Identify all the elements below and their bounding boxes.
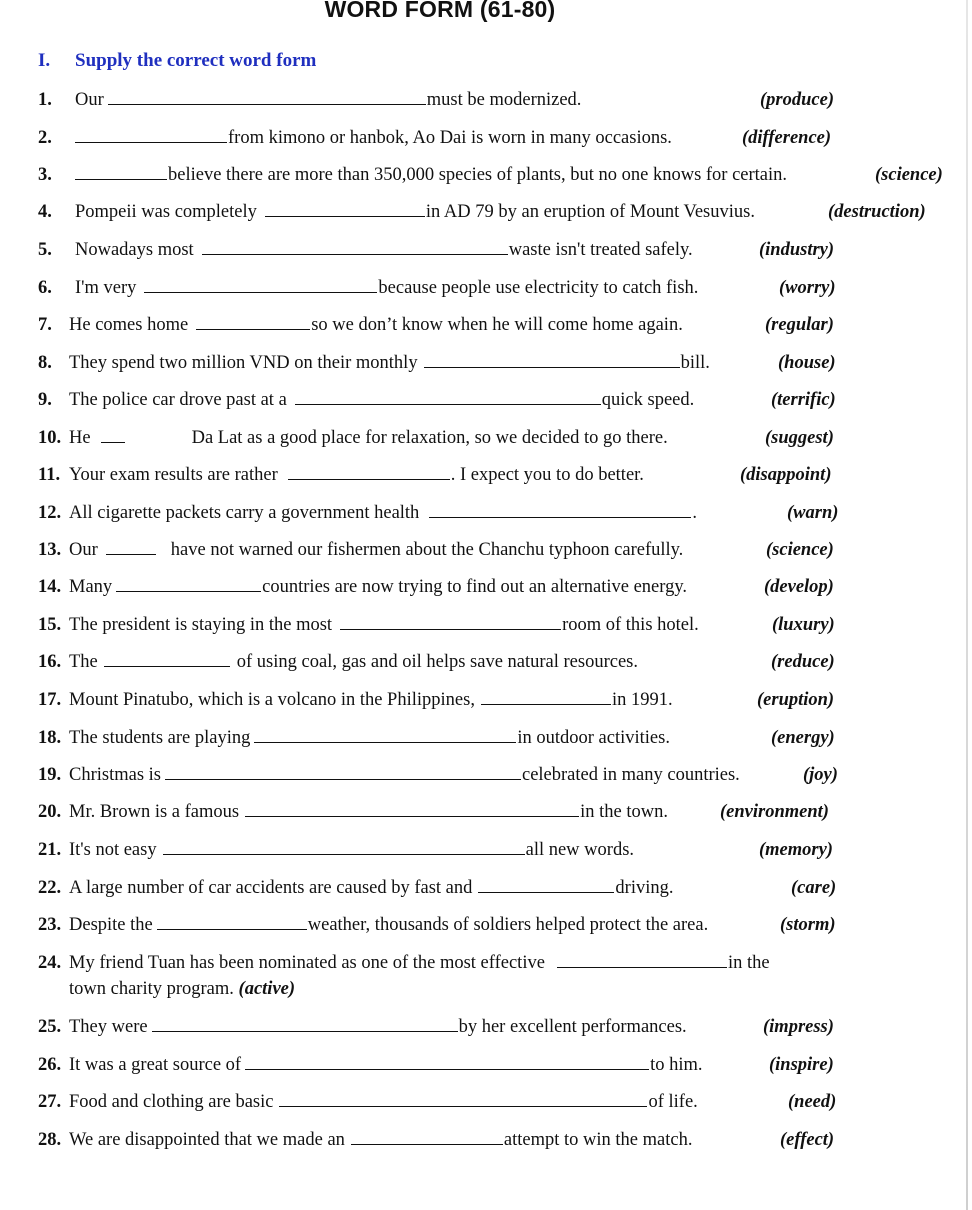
question-row-19	[38, 763, 740, 787]
question-text-before: Christmas is	[69, 765, 161, 785]
answer-blank[interactable]	[424, 351, 680, 368]
question-row-1	[38, 88, 581, 112]
word-hint: (warn)	[787, 503, 839, 523]
question-text-after: of life.	[648, 1092, 698, 1112]
question-text-after: celebrated in many countries.	[522, 765, 740, 785]
question-text-before: My friend Tuan has been nominated as one of the most effective	[69, 953, 545, 973]
question-text-before: Our	[75, 90, 104, 110]
question-number: 26.	[38, 1055, 62, 1075]
word-hint: (destruction)	[828, 202, 926, 222]
question-number: 21.	[38, 840, 62, 860]
question-number: 24.	[38, 953, 62, 973]
question-row-3	[38, 163, 787, 187]
word-hint: (joy)	[803, 765, 838, 785]
question-text-before: Food and clothing are basic	[69, 1092, 274, 1112]
question-text-after: quick speed.	[601, 390, 695, 410]
section-number: I.	[38, 50, 51, 71]
question-number: 16.	[38, 652, 62, 672]
question-text-after: driving.	[615, 878, 674, 898]
answer-blank[interactable]	[75, 126, 227, 143]
question-row-8	[38, 351, 710, 375]
question-row-15	[38, 613, 699, 637]
word-hint: (eruption)	[757, 690, 835, 710]
question-row-5	[38, 238, 693, 262]
question-row-24	[38, 951, 770, 975]
question-row-4	[38, 200, 755, 224]
question-row-27	[38, 1090, 698, 1114]
question-number: 5.	[38, 240, 52, 260]
word-hint: (reduce)	[771, 652, 835, 672]
question-text-before: It was a great source of	[69, 1055, 242, 1075]
word-hint: (effect)	[780, 1130, 835, 1150]
question-number: 13.	[38, 540, 62, 560]
question-text-before: Despite the	[69, 915, 153, 935]
question-row-28	[38, 1128, 692, 1152]
word-hint: (regular)	[765, 315, 834, 335]
answer-blank[interactable]	[478, 876, 614, 893]
question-text-before: They were	[69, 1017, 148, 1037]
question-text-before: He comes home	[69, 315, 189, 335]
word-hint: (develop)	[764, 577, 834, 597]
question-text-before: The president is staying in the most	[69, 615, 333, 635]
question-number: 15.	[38, 615, 62, 635]
answer-blank[interactable]	[152, 1015, 458, 1032]
question-row-9	[38, 388, 694, 412]
question-number: 6.	[38, 278, 52, 298]
word-hint: (suggest)	[765, 428, 834, 448]
question-text-after: waste isn't treated safely.	[508, 240, 693, 260]
question-row-26	[38, 1053, 703, 1077]
question-number: 10.	[38, 428, 62, 448]
question-number: 4.	[38, 202, 52, 222]
question-text-after: countries are now trying to find out an alternative energy.	[262, 577, 688, 597]
word-hint: (care)	[791, 878, 837, 898]
question-number: 19.	[38, 765, 62, 785]
word-hint: (need)	[788, 1092, 837, 1112]
question-number: 28.	[38, 1130, 62, 1150]
continuation-text: town charity program.	[69, 979, 234, 999]
question-text-after: in the town.	[580, 802, 668, 822]
question-continuation	[69, 977, 295, 1001]
word-hint: (science)	[875, 165, 943, 185]
answer-blank[interactable]	[429, 501, 691, 518]
answer-blank[interactable]	[481, 688, 611, 705]
question-number: 1.	[38, 90, 52, 110]
question-row-2	[38, 126, 672, 150]
page-title: WORD FORM (61-80)	[324, 0, 556, 22]
question-text-after: in AD 79 by an eruption of Mount Vesuvius.	[425, 202, 755, 222]
question-number: 25.	[38, 1017, 62, 1037]
answer-blank[interactable]	[163, 838, 525, 855]
word-hint: (luxury)	[772, 615, 835, 635]
word-hint: (environment)	[720, 802, 829, 822]
word-hint: (difference)	[742, 128, 832, 148]
question-text-before: Mount Pinatubo, which is a volcano in the Philippines,	[69, 690, 475, 710]
question-text-before: The	[69, 652, 98, 672]
question-row-7	[38, 313, 683, 337]
answer-blank[interactable]	[351, 1128, 503, 1145]
question-text-before: Pompeii was completely	[75, 202, 257, 222]
question-text-after: from kimono or hanbok, Ao Dai is worn in many occasions.	[228, 128, 672, 148]
answer-blank[interactable]	[245, 1053, 649, 1070]
word-hint: (storm)	[780, 915, 836, 935]
question-text-after: to him.	[650, 1055, 703, 1075]
answer-blank[interactable]	[165, 763, 521, 780]
question-row-21	[38, 838, 634, 862]
word-hint: (house)	[778, 353, 836, 373]
question-row-14	[38, 575, 687, 599]
answer-blank[interactable]	[340, 613, 561, 630]
question-text-before: Mr. Brown is a famous	[69, 802, 240, 822]
answer-blank[interactable]	[75, 163, 167, 180]
question-text-before: All cigarette packets carry a government health	[69, 503, 420, 523]
word-hint: (produce)	[760, 90, 834, 110]
question-text-after: so we don’t know when he will come home again.	[311, 315, 683, 335]
answer-blank[interactable]	[106, 538, 156, 555]
answer-blank[interactable]	[144, 276, 377, 293]
answer-blank[interactable]	[101, 426, 125, 443]
question-number: 11.	[38, 465, 61, 485]
question-number: 9.	[38, 390, 52, 410]
question-text-after: believe there are more than 350,000 species of plants, but no one knows for certain.	[168, 165, 788, 185]
answer-blank[interactable]	[254, 726, 516, 743]
answer-blank[interactable]	[265, 200, 425, 217]
question-text-after: in 1991.	[611, 690, 673, 710]
question-number: 3.	[38, 165, 52, 185]
question-row-23	[38, 913, 708, 937]
question-number: 14.	[38, 577, 62, 597]
question-text-after: because people use electricity to catch fish.	[378, 278, 699, 298]
question-text-after: all new words.	[525, 840, 635, 860]
question-row-11	[38, 463, 644, 487]
word-hint: (industry)	[759, 240, 835, 260]
word-hint: (worry)	[779, 278, 836, 298]
answer-blank[interactable]	[245, 800, 579, 817]
page-edge-divider	[966, 0, 968, 1210]
question-text-after: attempt to win the match.	[503, 1130, 693, 1150]
question-number: 8.	[38, 353, 52, 373]
question-row-25	[38, 1015, 687, 1039]
word-hint: (terrific)	[771, 390, 836, 410]
answer-blank[interactable]	[196, 313, 310, 330]
answer-blank[interactable]	[279, 1090, 647, 1107]
word-hint: (science)	[766, 540, 834, 560]
question-number: 7.	[38, 315, 52, 335]
question-number: 23.	[38, 915, 62, 935]
question-text-after: in outdoor activities.	[517, 728, 670, 748]
answer-blank[interactable]	[116, 575, 261, 592]
question-text-after: by her excellent performances.	[458, 1017, 687, 1037]
question-text-after: room of this hotel.	[562, 615, 699, 635]
answer-blank[interactable]	[288, 463, 450, 480]
question-row-13	[38, 538, 683, 562]
question-row-22	[38, 876, 673, 900]
question-row-10	[38, 426, 668, 450]
answer-blank[interactable]	[108, 88, 426, 105]
question-text-after: of using coal, gas and oil helps save natural resources.	[236, 652, 638, 672]
question-text-before: Many	[69, 577, 113, 597]
question-text-after: .	[692, 503, 697, 523]
question-number: 2.	[38, 128, 52, 148]
question-row-18	[38, 726, 670, 750]
question-text-after: . I expect you to do better.	[450, 465, 644, 485]
word-hint: (impress)	[763, 1017, 834, 1037]
question-row-20	[38, 800, 668, 824]
question-text-before: A large number of car accidents are caused by fast and	[69, 878, 473, 898]
question-row-6	[38, 276, 698, 300]
answer-blank[interactable]	[104, 650, 230, 667]
answer-blank[interactable]	[157, 913, 307, 930]
question-text-before: I'm very	[75, 278, 137, 298]
answer-blank[interactable]	[202, 238, 508, 255]
question-text-before: He	[69, 428, 91, 448]
answer-blank[interactable]	[557, 951, 727, 968]
word-hint: (memory)	[759, 840, 833, 860]
question-text-before: Our	[69, 540, 98, 560]
question-text-before: They spend two million VND on their monthly	[69, 353, 418, 373]
question-number: 17.	[38, 690, 62, 710]
word-hint: (disappoint)	[740, 465, 832, 485]
word-hint: (active)	[238, 979, 296, 999]
question-row-17	[38, 688, 673, 712]
question-text-before: The police car drove past at a	[69, 390, 287, 410]
question-text-before: We are disappointed that we made an	[69, 1130, 345, 1150]
question-number: 18.	[38, 728, 62, 748]
question-row-12	[38, 501, 697, 525]
question-number: 22.	[38, 878, 62, 898]
question-number: 27.	[38, 1092, 62, 1112]
question-number: 20.	[38, 802, 62, 822]
answer-blank[interactable]	[295, 388, 601, 405]
question-text-before: Nowadays most	[75, 240, 194, 260]
question-text-after: have not warned our fishermen about the Chanchu typhoon carefully.	[170, 540, 684, 560]
question-text-before: Your exam results are rather	[69, 465, 278, 485]
question-text-after: must be modernized.	[426, 90, 582, 110]
question-text-after: weather, thousands of soldiers helped protect the area.	[307, 915, 709, 935]
question-number: 12.	[38, 503, 62, 523]
question-text-after: bill.	[680, 353, 710, 373]
question-text-before: The students are playing	[69, 728, 251, 748]
question-text-after: Da Lat as a good place for relaxation, so we decided to go there.	[191, 428, 668, 448]
question-row-16	[38, 650, 638, 674]
question-text-after: in the	[727, 953, 770, 973]
word-hint: (energy)	[771, 728, 835, 748]
section-heading	[38, 50, 316, 72]
section-instruction: Supply the correct word form	[75, 50, 317, 71]
word-hint: (inspire)	[769, 1055, 834, 1075]
question-text-before: It's not easy	[69, 840, 157, 860]
